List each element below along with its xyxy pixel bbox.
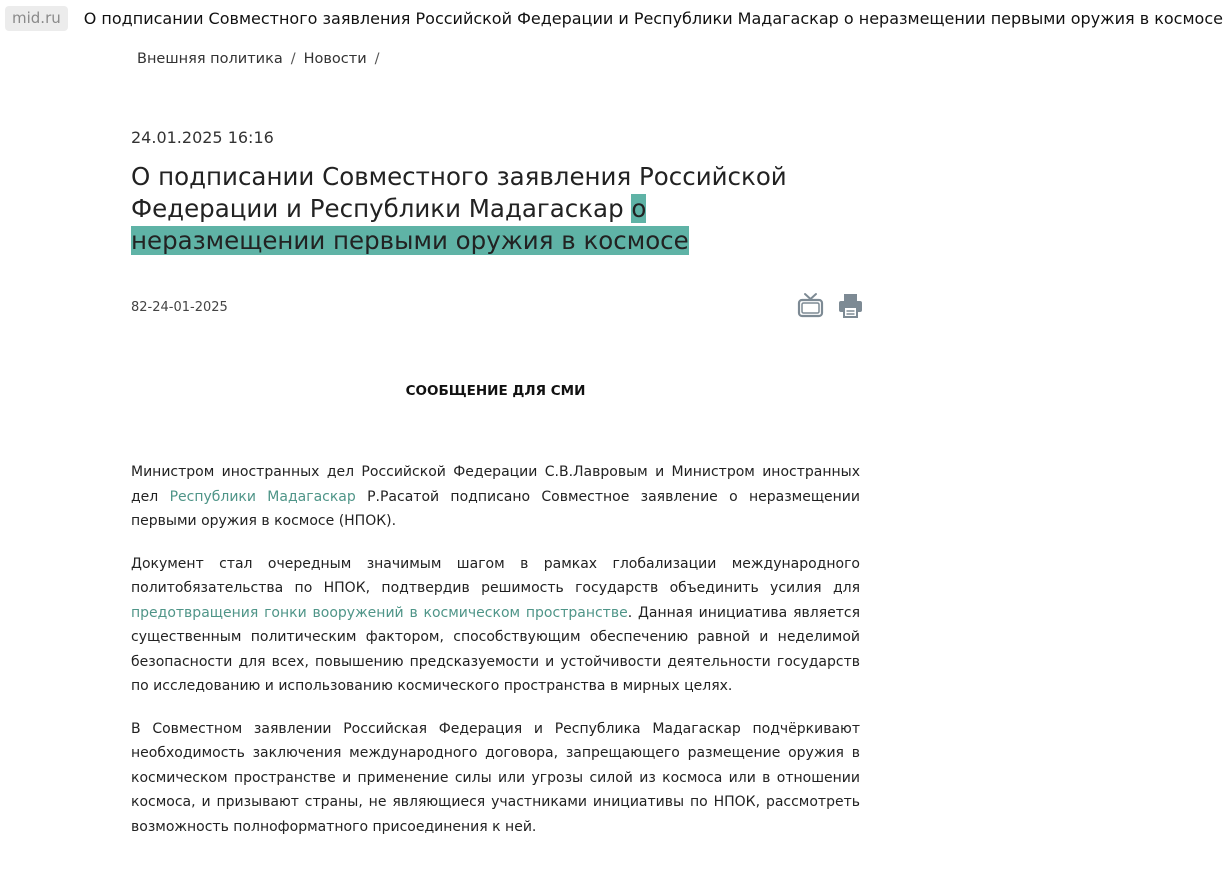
breadcrumb-item-news[interactable]: Новости bbox=[303, 51, 367, 67]
breadcrumb-separator: / bbox=[290, 51, 296, 67]
paragraph-text: Министром иностранных дел Российской Федерации С.В.Лавровым и Министром иностранных дел bbox=[131, 464, 860, 505]
article-date: 24.01.2025 16:16 bbox=[131, 128, 274, 147]
page-tab-title: О подписании Совместного заявления Российской Федерации и Республики Мадагаскар о неразмещении первыми оружия в космосе bbox=[83, 9, 1223, 28]
tv-icon[interactable] bbox=[797, 292, 824, 319]
article-title-highlighted: о неразмещении первыми оружия в космосе bbox=[131, 194, 689, 255]
article-title bbox=[131, 161, 831, 257]
paragraph-2 bbox=[131, 552, 860, 699]
browser-top-bar bbox=[0, 0, 1223, 37]
domain-chip[interactable]: mid.ru bbox=[5, 6, 68, 31]
press-release-label: СООБЩЕНИЕ ДЛЯ СМИ bbox=[405, 383, 586, 399]
article-title-text: О подписании Совместного заявления Российской Федерации и Республики Мадагаскар bbox=[131, 162, 787, 223]
paragraph-3: В Совместном заявлении Российская Федерация и Республика Мадагаскар подчёркивают необходимость заключения международного договора, запрещающего размещение оружия в космическом пространстве и применение силы или угрозы силой из космоса или в отношении космоса, и призывают страны, не являющиеся участниками инициативы по НПОК, рассмотреть возможность полноформатного присоединения к ней. bbox=[131, 720, 860, 835]
print-icon[interactable] bbox=[837, 292, 864, 319]
breadcrumb-separator: / bbox=[374, 51, 380, 67]
breadcrumb bbox=[137, 51, 380, 67]
article-body bbox=[131, 460, 860, 857]
paragraph-text: Р.Расатой подписано Совместное заявление о неразмещении первыми оружия в космосе (НПОК). bbox=[131, 488, 860, 529]
paragraph-1 bbox=[131, 460, 860, 534]
article-actions bbox=[797, 292, 864, 319]
link-arms-race-prevention[interactable]: предотвращения гонки вооружений в космическом пространстве bbox=[131, 604, 628, 621]
document-number: 82-24-01-2025 bbox=[131, 300, 228, 315]
link-madagascar[interactable]: Республики Мадагаскар bbox=[169, 488, 356, 505]
paragraph-text: Документ стал очередным значимым шагом в рамках глобализации международного политобязательства по НПОК, подтвердив решимость государств объединить усилия для bbox=[131, 555, 860, 596]
paragraph-text: . Данная инициатива является существенным политическим фактором, способствующим обеспечению равной и неделимой безопасности для всех, повышению предсказуемости и устойчивости деятельности государств по исследованию и использованию космического пространства в мирных целях. bbox=[131, 604, 861, 694]
breadcrumb-item-foreign-policy[interactable]: Внешняя политика bbox=[137, 51, 283, 67]
